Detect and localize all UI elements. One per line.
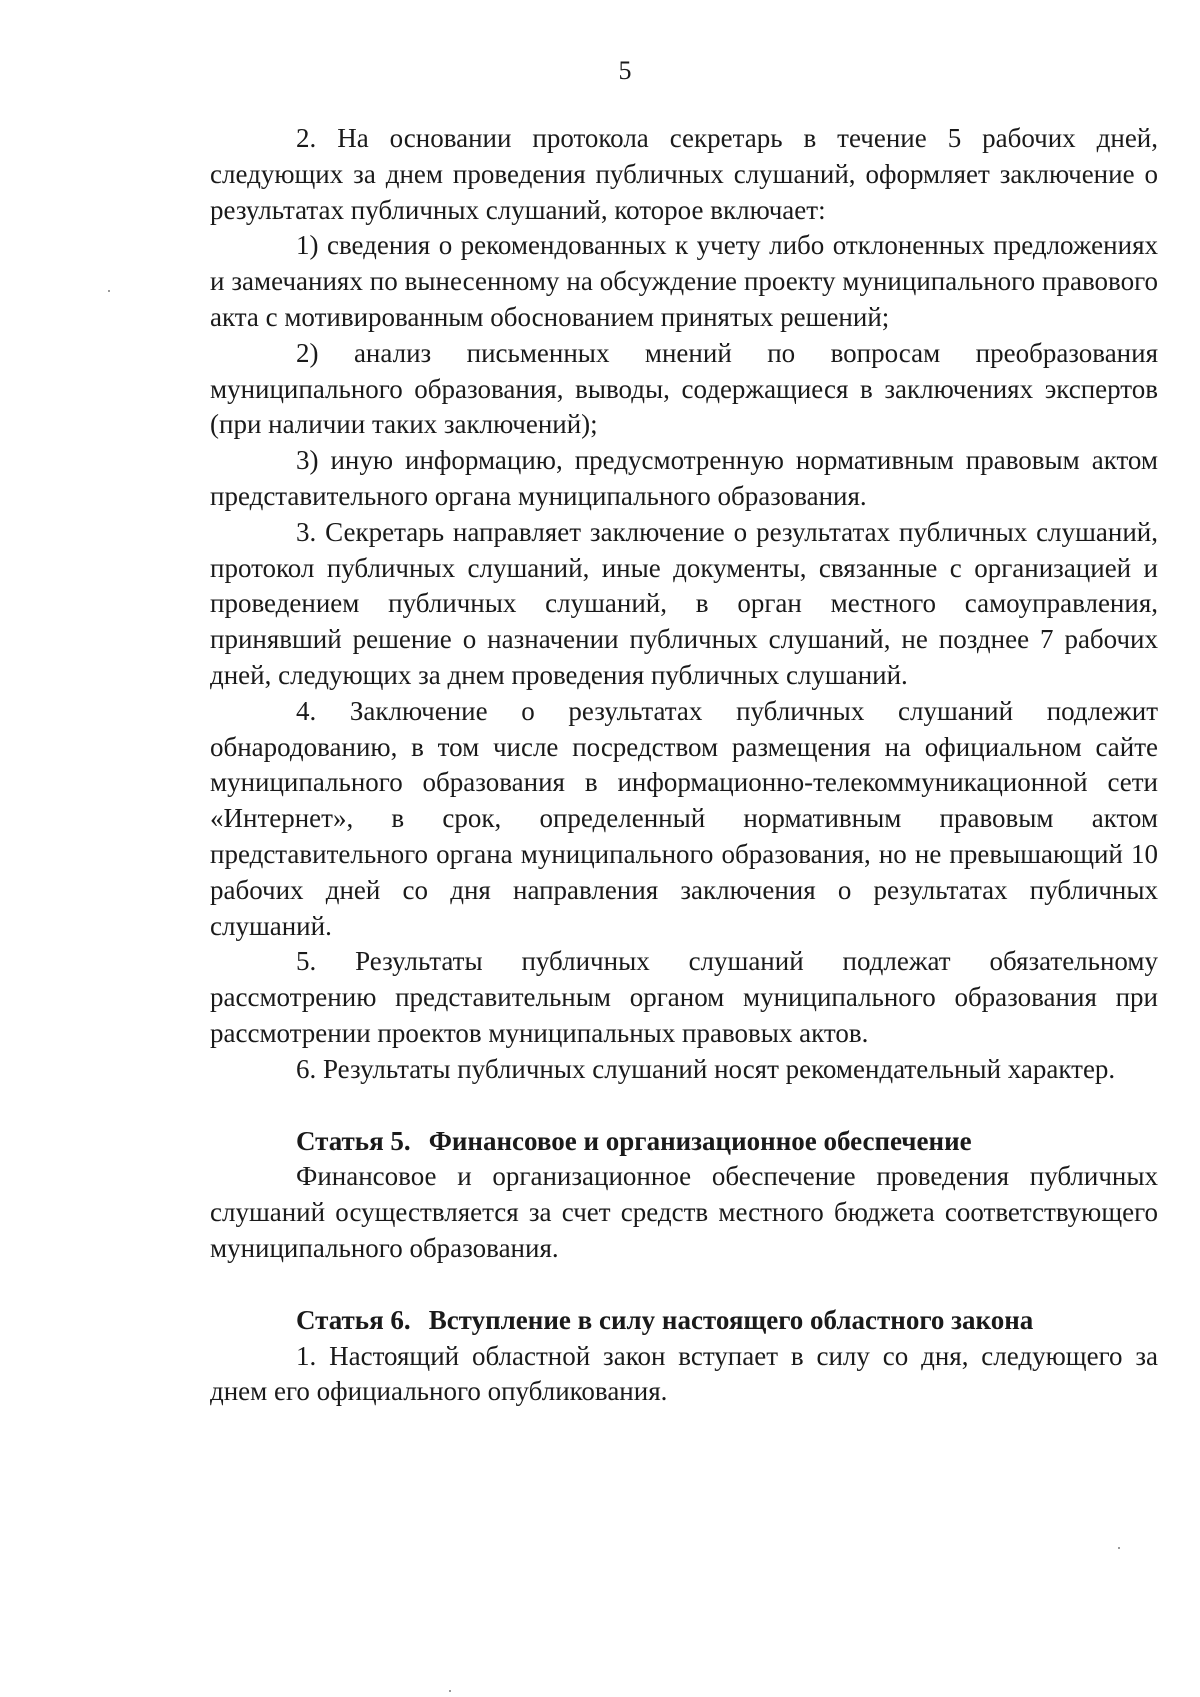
scan-speck xyxy=(108,290,110,292)
page-number: 5 xyxy=(618,56,632,85)
paragraph-item-2: 2. На основании протокола секретарь в течение 5 рабочих дней, следующих за днем проведения публичных слушаний, оформляет заключение о результатах публичных слушаний, которое включает: xyxy=(210,123,1158,225)
article-6-paragraph: 1. Настоящий областной закон вступает в силу со дня, следующего за днем его официального опубликования. xyxy=(210,1340,1158,1407)
subitem-3: 3) иную информацию, предусмотренную нормативным правовым актом представительного органа муниципального образования. xyxy=(210,445,1158,511)
article-6-heading xyxy=(210,1303,1158,1339)
subitem-2: 2) анализ письменных мнений по вопросам преобразования муниципального образования, выводы, содержащиеся в заключениях экспертов (при наличии таких заключений); xyxy=(210,337,1158,440)
article-5-title: Финансовое и организационное обеспечение xyxy=(428,1125,972,1156)
article-5-paragraph: Финансовое и организационное обеспечение проведения публичных слушаний осуществляется за счет средств местного бюджета соответствующего муниципального образования. xyxy=(210,1161,1158,1263)
scan-speck xyxy=(1118,1547,1120,1549)
section-spacer xyxy=(210,1088,1158,1124)
paragraph-item-3: 3. Секретарь направляет заключение о результатах публичных слушаний, протокол публичных слушаний, иные документы, связанные с организацией и проведением публичных слушаний, в орган местного самоуправления, принявший решение о назначении публичных слушаний, не позднее 7 рабочих дней, следующих за днем проведения публичных слушаний. xyxy=(210,516,1158,690)
article-6-title: Вступление в силу настоящего областного закона xyxy=(428,1304,1034,1335)
paragraph-item-4: 4. Заключение о результатах публичных слушаний подлежит обнародованию, в том числе посредством размещения на официальном сайте муниципального образования в информационно-телекоммуникационной сети «Интернет», в срок, определенный нормативным правовым актом представительного органа муниципального образования, но не превышающий 10 рабочих дней со дня направления заключения о результатах публичных слушаний. xyxy=(210,695,1158,941)
paragraph-item-5: 5. Результаты публичных слушаний подлежат обязательному рассмотрению представительным органом муниципального образования при рассмотрении проектов муниципальных правовых актов. xyxy=(210,946,1158,1048)
scan-speck xyxy=(449,1690,451,1692)
article-5-number: Статья 5. xyxy=(296,1125,411,1156)
subitem-1: 1) сведения о рекомендованных к учету либо отклоненных предложениях и замечаниях по вынесенному на обсуждение проекту муниципального правового акта с мотивированным обоснованием принятых решений; xyxy=(210,230,1158,332)
section-spacer xyxy=(210,1267,1158,1303)
article-6-number: Статья 6. xyxy=(296,1304,411,1335)
document-body xyxy=(210,121,1158,1410)
paragraph-item-6: 6. Результаты публичных слушаний носят рекомендательный характер. xyxy=(296,1053,1116,1084)
article-5-heading xyxy=(210,1124,1158,1160)
